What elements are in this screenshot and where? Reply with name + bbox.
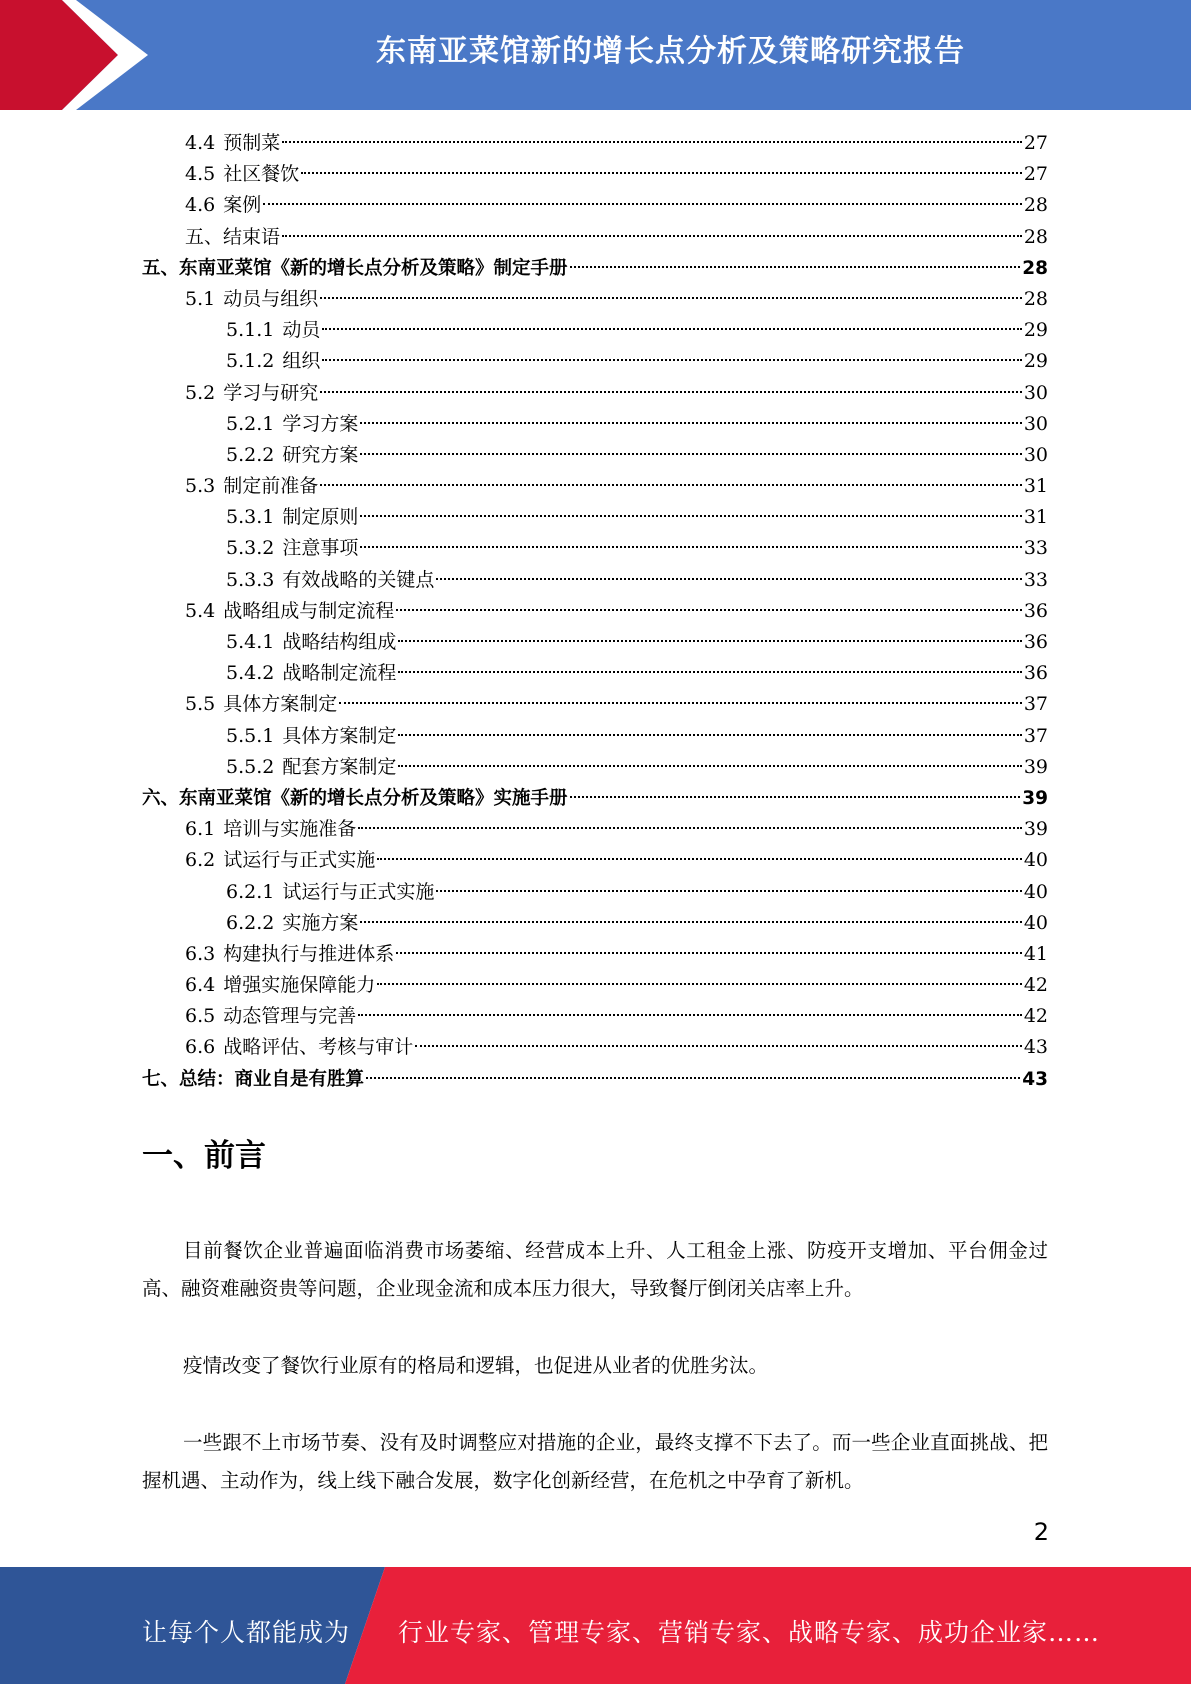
- section-title: 一、前言: [142, 1138, 266, 1174]
- toc-entry-number: 6.2: [185, 849, 216, 872]
- toc-entry-title: 配套方案制定: [282, 755, 397, 778]
- toc-entry-number: 6.5: [185, 1005, 216, 1028]
- toc-dot-leader: [358, 1014, 1022, 1016]
- toc-entry-title: 预制菜: [223, 132, 281, 154]
- toc-entry-title: 战略制定流程: [282, 662, 397, 685]
- toc-dot-leader: [282, 141, 1022, 143]
- toc-entry[interactable]: [142, 596, 1048, 627]
- toc-dot-leader: [301, 172, 1022, 174]
- toc-entry-title: 七、总结：商业自是有胜算: [142, 1068, 365, 1090]
- toc-entry-page: 30: [1023, 381, 1048, 404]
- toc-dot-leader: [377, 858, 1022, 860]
- toc-dot-leader: [282, 235, 1022, 237]
- toc-entry[interactable]: [142, 222, 1048, 253]
- toc-entry-page: 28: [1023, 194, 1048, 217]
- toc-entry-number: 5.2: [185, 381, 216, 404]
- toc-entry-title: 研究方案: [282, 443, 359, 466]
- toc-entry-title: 动员: [282, 319, 321, 342]
- toc-entry[interactable]: [142, 1001, 1048, 1032]
- toc-entry-page: 43: [1022, 1068, 1048, 1090]
- toc-dot-leader: [322, 359, 1021, 361]
- toc-dot-leader: [398, 765, 1021, 767]
- toc-entry-page: 43: [1023, 1036, 1048, 1059]
- toc-dot-leader: [415, 1045, 1022, 1047]
- toc-entry-title: 具体方案制定: [223, 693, 338, 716]
- toc-entry-title: 战略评估、考核与审计: [223, 1036, 414, 1059]
- toc-entry-title: 六、东南亚菜馆《新的增长点分析及策略》实施手册: [142, 787, 568, 809]
- toc-entry[interactable]: [142, 533, 1048, 564]
- toc-entry-page: 40: [1023, 911, 1048, 934]
- toc-dot-leader: [358, 827, 1022, 829]
- toc-entry-number: 5.1.1: [226, 319, 275, 342]
- toc-dot-leader: [570, 796, 1021, 798]
- toc-entry[interactable]: [142, 440, 1048, 471]
- toc-dot-leader: [398, 671, 1021, 673]
- toc-entry-number: 6.6: [185, 1036, 216, 1059]
- toc-entry-title: 案例: [223, 194, 262, 217]
- page-number: 2: [1033, 1518, 1049, 1546]
- toc-entry-number: 5.5.2: [226, 755, 275, 778]
- toc-entry[interactable]: [142, 284, 1048, 315]
- toc-entry-title: 试运行与正式实施: [223, 849, 376, 872]
- toc-entry-number: 5.2.1: [226, 412, 275, 435]
- toc-entry-title: 社区餐饮: [223, 163, 300, 186]
- toc-entry-page: 30: [1023, 412, 1048, 435]
- toc-entry[interactable]: [142, 970, 1048, 1001]
- toc-entry-page: 33: [1023, 568, 1048, 591]
- toc-entry-title: 五、结束语: [185, 225, 281, 248]
- toc-dot-leader: [396, 609, 1022, 611]
- toc-entry-title: 制定前准备: [223, 475, 319, 498]
- header-banner: [0, 0, 1191, 110]
- toc-dot-leader: [360, 921, 1021, 923]
- toc-entry[interactable]: [142, 1032, 1048, 1063]
- toc-dot-leader: [398, 734, 1021, 736]
- toc-entry-page: 33: [1023, 537, 1048, 560]
- toc-entry-number: 5.5.1: [226, 724, 275, 747]
- toc-entry[interactable]: [142, 409, 1048, 440]
- toc-entry-page: 41: [1023, 942, 1048, 965]
- toc-entry-number: 6.3: [185, 942, 216, 965]
- toc-entry-title: 构建执行与推进体系: [223, 942, 395, 965]
- toc-dot-leader: [377, 983, 1022, 985]
- toc-entry-page: 36: [1023, 599, 1048, 622]
- toc-entry-page: 42: [1023, 974, 1048, 997]
- toc-dot-leader: [320, 391, 1022, 393]
- toc-entry-number: 6.1: [185, 818, 216, 841]
- toc-entry-number: 5.3.1: [226, 506, 275, 529]
- toc-entry-number: 6.2.1: [226, 880, 275, 903]
- toc-entry-number: 5.1.2: [226, 350, 275, 373]
- toc-entry-page: 37: [1023, 724, 1048, 747]
- toc-entry-number: 6.2.2: [226, 911, 275, 934]
- toc-entry-title: 动员与组织: [223, 287, 319, 310]
- toc-dot-leader: [320, 484, 1022, 486]
- toc-entry-title: 学习与研究: [223, 381, 319, 404]
- toc-entry-title: 试运行与正式实施: [282, 880, 435, 903]
- toc-entry-page: 29: [1023, 350, 1048, 373]
- toc-entry-page: 42: [1023, 1005, 1048, 1028]
- toc-entry-page: 37: [1023, 693, 1048, 716]
- toc-entry-title: 培训与实施准备: [223, 818, 357, 841]
- toc-entry[interactable]: [142, 814, 1048, 845]
- toc-entry[interactable]: [142, 1064, 1048, 1095]
- toc-entry-number: 5.4: [185, 599, 216, 622]
- toc-dot-leader: [322, 328, 1021, 330]
- toc-entry-title: 动态管理与完善: [223, 1005, 357, 1028]
- toc-entry[interactable]: [142, 253, 1048, 284]
- toc-entry[interactable]: [142, 752, 1048, 783]
- toc-entry[interactable]: [142, 658, 1048, 689]
- toc-entry[interactable]: [142, 845, 1048, 876]
- toc-entry[interactable]: [142, 378, 1048, 409]
- toc-entry-number: 5.4.2: [226, 662, 275, 685]
- toc-entry-page: 29: [1023, 319, 1048, 342]
- toc-entry[interactable]: [142, 565, 1048, 596]
- toc-entry-title: 具体方案制定: [282, 724, 397, 747]
- toc-entry-title: 实施方案: [282, 911, 359, 934]
- paragraph: 目前餐饮企业普遍面临消费市场萎缩、经营成本上升、人工租金上涨、防疫开支增加、平台佣金过高、融资难融资贵等问题，企业现金流和成本压力很大，导致餐厅倒闭关店率上升。: [142, 1239, 1048, 1300]
- toc-entry[interactable]: [142, 627, 1048, 658]
- toc-entry-title: 增强实施保障能力: [223, 974, 376, 997]
- toc-entry[interactable]: [142, 502, 1048, 533]
- toc-entry-page: 27: [1023, 163, 1048, 186]
- toc-dot-leader: [396, 952, 1022, 954]
- toc-dot-leader: [360, 422, 1021, 424]
- toc-entry[interactable]: [142, 471, 1048, 502]
- toc-entry-title: 有效战略的关键点: [282, 568, 435, 591]
- toc-entry-page: 27: [1023, 132, 1048, 154]
- toc-entry-page: 39: [1023, 818, 1048, 841]
- toc-entry-page: 28: [1022, 257, 1048, 279]
- toc-dot-leader: [320, 297, 1022, 299]
- paragraph: 一些跟不上市场节奏、没有及时调整应对措施的企业，最终支撑不下去了。而一些企业直面挑战、把握机遇、主动作为，线上线下融合发展，数字化创新经营，在危机之中孕育了新机。: [142, 1431, 1048, 1492]
- toc-entry-title: 五、东南亚菜馆《新的增长点分析及策略》制定手册: [142, 257, 568, 279]
- toc-entry[interactable]: [142, 939, 1048, 970]
- toc-entry-title: 战略结构组成: [282, 631, 397, 653]
- toc-entry-number: 5.3.2: [226, 537, 275, 560]
- toc-entry[interactable]: [142, 315, 1048, 346]
- toc-entry[interactable]: [142, 346, 1048, 377]
- footer-banner: [0, 1567, 1191, 1684]
- toc-entry-number: 4.6: [185, 194, 216, 217]
- toc-entry-number: 6.4: [185, 974, 216, 997]
- toc-entry-number: 5.3: [185, 475, 216, 498]
- paragraph: 疫情改变了餐饮行业原有的格局和逻辑，也促进从业者的优胜劣汰。: [183, 1354, 769, 1377]
- footer-slogan-right: 行业专家、管理专家、营销专家、战略专家、成功企业家……: [398, 1618, 1101, 1647]
- toc-entry-page: 28: [1023, 287, 1048, 310]
- toc-entry-page: 39: [1023, 755, 1048, 778]
- toc-entry-page: 31: [1023, 475, 1048, 498]
- toc-entry-page: 40: [1023, 849, 1048, 872]
- toc-entry-page: 39: [1022, 787, 1048, 809]
- toc-entry-number: 5.4.1: [226, 631, 275, 653]
- toc-dot-leader: [360, 546, 1021, 548]
- toc-dot-leader: [436, 890, 1021, 892]
- toc-entry[interactable]: [142, 783, 1048, 814]
- toc-dot-leader: [366, 1077, 1020, 1079]
- toc-entry-title: 注意事项: [282, 537, 359, 560]
- toc-dot-leader: [360, 453, 1021, 455]
- toc-entry[interactable]: [142, 159, 1048, 190]
- toc-dot-leader: [570, 266, 1021, 268]
- toc-entry-page: 40: [1023, 880, 1048, 903]
- toc-entry-number: 5.3.3: [226, 568, 275, 591]
- toc-entry-number: 4.5: [185, 163, 216, 186]
- toc-entry-title: 组织: [282, 350, 321, 373]
- toc-dot-leader: [263, 203, 1022, 205]
- toc-entry-title: 学习方案: [282, 412, 359, 435]
- toc-entry-number: 4.4: [185, 132, 216, 154]
- toc-entry[interactable]: [142, 190, 1048, 221]
- toc-entry[interactable]: [142, 689, 1048, 720]
- toc-dot-leader: [339, 702, 1022, 704]
- toc-entry-number: 5.5: [185, 693, 216, 716]
- toc-entry[interactable]: [142, 128, 1048, 159]
- header-title: 东南亚菜馆新的增长点分析及策略研究报告: [376, 34, 965, 69]
- toc-entry-title: 战略组成与制定流程: [223, 599, 395, 622]
- toc-entry-page: 30: [1023, 443, 1048, 466]
- toc-entry-number: 5.2.2: [226, 443, 275, 466]
- toc-entry-page: 36: [1023, 631, 1048, 653]
- table-of-contents: [142, 128, 1048, 1095]
- toc-entry-title: 制定原则: [282, 506, 359, 529]
- header-arrow-decoration: [0, 0, 160, 110]
- toc-dot-leader: [398, 640, 1021, 642]
- toc-entry-number: 5.1: [185, 287, 216, 310]
- toc-entry[interactable]: [142, 721, 1048, 752]
- toc-entry-page: 36: [1023, 662, 1048, 685]
- footer-slogan-left: 让每个人都能成为: [142, 1618, 351, 1647]
- toc-dot-leader: [436, 578, 1021, 580]
- toc-dot-leader: [360, 515, 1021, 517]
- toc-entry-page: 31: [1023, 506, 1048, 529]
- toc-entry-page: 28: [1023, 225, 1048, 248]
- toc-entry[interactable]: [142, 877, 1048, 908]
- toc-entry[interactable]: [142, 908, 1048, 939]
